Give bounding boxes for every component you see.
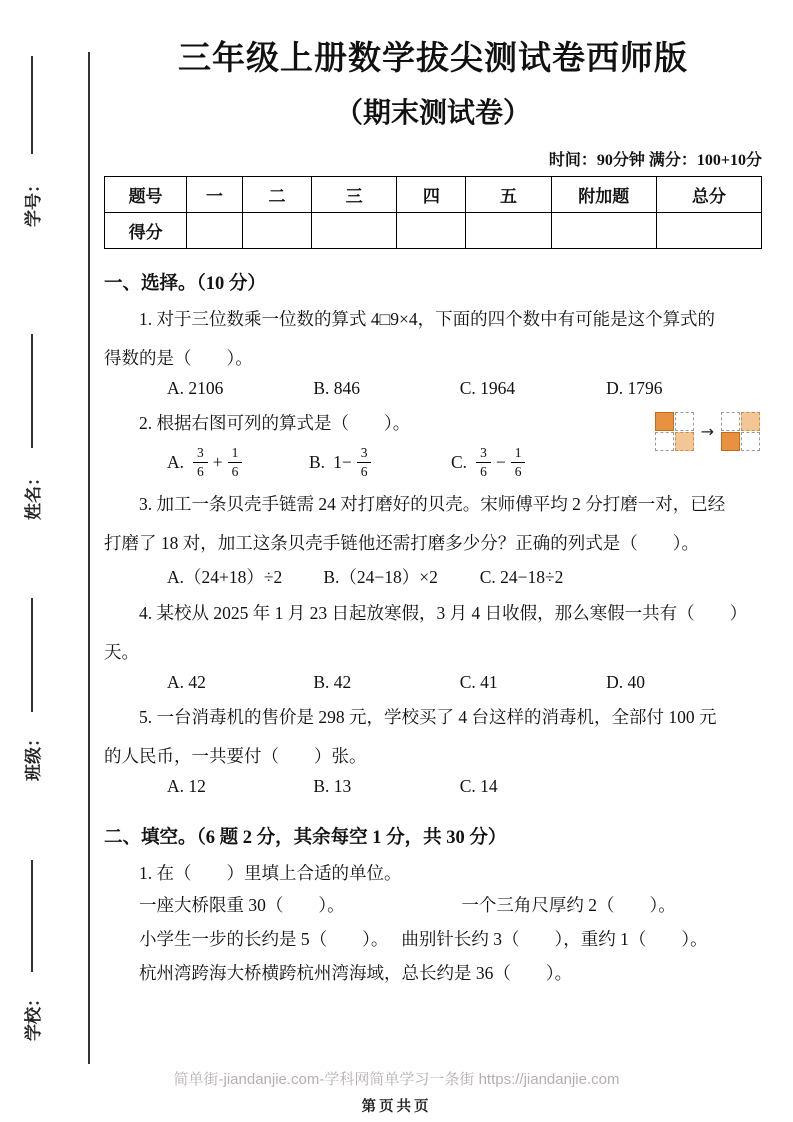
- grid-square-shaded: [721, 432, 740, 451]
- footer-site-text: 简单街-jiandanjie.com-学科网简单学习一条街 https://jiandanjie.com: [173, 1071, 620, 1088]
- student-id-blank-line: [31, 56, 33, 154]
- option-label: A.: [167, 451, 185, 472]
- footer-page-number: 第页共页: [361, 1099, 432, 1115]
- arrow-icon: →: [700, 422, 714, 442]
- grid-square: [741, 432, 760, 451]
- q1-options: [104, 378, 762, 399]
- score-empty-cell: [656, 213, 761, 249]
- fraction-numerator: 1: [228, 444, 243, 463]
- score-label-cell: 得分: [105, 213, 187, 249]
- operator: +: [212, 451, 223, 472]
- fraction-diagram: [655, 412, 760, 451]
- fraction-denominator: 6: [360, 463, 368, 479]
- score-empty-cell: [311, 213, 396, 249]
- q3-option-c: C. 24−18÷2: [479, 566, 564, 587]
- q2-option-b: [309, 444, 451, 480]
- q3-options: [104, 564, 762, 589]
- class-label: [8, 716, 54, 794]
- score-empty-cell: [466, 213, 551, 249]
- fraction: [476, 444, 491, 480]
- option-label: B.: [309, 451, 326, 472]
- score-empty-cell: [187, 213, 243, 249]
- section1-heading: 一、选择。（10 分）: [104, 274, 266, 294]
- fraction-numerator: 3: [193, 444, 208, 463]
- grid-square: [721, 412, 740, 431]
- score-table-cell: 四: [397, 177, 466, 213]
- q4-line2: 天。: [104, 641, 139, 662]
- q5-line1: 5. 一台消毒机的售价是 298 元，学校买了 4 台这样的消毒机，全部付 100 元: [139, 706, 717, 727]
- class-blank-line: [31, 598, 33, 712]
- fill-item: 曲别针长约 3（ ），重约 1（ ）。: [401, 929, 708, 950]
- q5-option-b: B. 13: [313, 775, 352, 796]
- grid-square-shaded: [655, 412, 674, 431]
- left-margin-rule: [88, 52, 90, 1064]
- score-table-cell: 总分: [656, 177, 761, 213]
- q4-option-d: D. 40: [606, 671, 646, 692]
- q1-option-a: A. 2106: [167, 378, 224, 399]
- fill-item: 杭州湾跨海大桥横跨杭州湾海域，总长约是 36（ ）。: [139, 963, 573, 984]
- q2-option-a: [167, 444, 309, 480]
- fraction-denominator: 6: [231, 463, 239, 479]
- section2-heading: 二、填空。（6 题 2 分，其余每空 1 分，共 30 分）: [104, 827, 507, 848]
- score-table-cell: 附加题: [551, 177, 656, 213]
- name-blank-line: [31, 334, 33, 448]
- q4-options: [104, 672, 762, 693]
- school-label-text: 学校：: [23, 989, 43, 1041]
- q3-option-b: B.（24−18）×2: [323, 566, 438, 587]
- school-blank-line: [31, 860, 33, 972]
- option-label: C.: [451, 451, 468, 472]
- q4-option-b: B. 42: [313, 671, 352, 692]
- score-table: [104, 176, 762, 249]
- fraction-numerator: 3: [476, 444, 491, 463]
- score-table-cell: 一: [187, 177, 243, 213]
- q5-option-a: A. 12: [167, 775, 206, 796]
- score-empty-cell: [397, 213, 466, 249]
- grid-square: [675, 412, 694, 431]
- page-subtitle: （期末测试卷）: [334, 97, 531, 128]
- q3-line2: 打磨了 18 对，加工这条贝壳手链他还需打磨多少分？正确的列式是（ ）。: [104, 533, 699, 554]
- q1-line1: 1. 对于三位数乘一位数的算式 4□9×4，下面的四个数中有可能是这个算式的: [139, 309, 716, 329]
- q1-line2: 得数的是（ ）。: [104, 348, 253, 369]
- score-table-cell: 三: [311, 177, 396, 213]
- s2q1-row3: [104, 956, 762, 990]
- q4-option-c: C. 41: [459, 671, 498, 692]
- fraction-figure-left: [655, 412, 694, 451]
- name-label-text: 姓名：: [23, 468, 43, 520]
- score-empty-cell: [551, 213, 656, 249]
- q1-option-d: D. 1796: [606, 378, 663, 399]
- s2q1-row2: [104, 922, 762, 956]
- page-title: 三年级上册数学拔尖测试卷西师版: [178, 39, 688, 76]
- score-table-cell: 二: [242, 177, 311, 213]
- q2-option-c: [451, 444, 593, 480]
- fraction-denominator: 6: [514, 463, 522, 479]
- fill-item: 一座大桥限重 30（ ）。: [139, 895, 345, 916]
- s2q1-row1: [104, 888, 762, 922]
- q1-option-c: C. 1964: [459, 378, 516, 399]
- name-label: [8, 455, 54, 533]
- q5-line2: 的人民币，一共要付（ ）张。: [104, 745, 367, 766]
- fraction: [511, 444, 526, 480]
- student-id-label-text: 学号：: [23, 175, 43, 227]
- q3-option-a: A.（24+18）÷2: [167, 566, 283, 587]
- score-table-cell: 五: [466, 177, 551, 213]
- class-label-text: 班级：: [23, 729, 43, 781]
- score-table-header-row: [105, 177, 762, 213]
- student-id-label: [8, 162, 54, 240]
- q1-option-b: B. 846: [313, 378, 361, 399]
- s2q1-text: 1. 在（ ）里填上合适的单位。: [139, 862, 402, 883]
- operand: 1−: [333, 451, 352, 472]
- fraction: [228, 444, 243, 480]
- q3-line1: 3. 加工一条贝壳手链需 24 对打磨好的贝壳。宋师傅平均 2 分打磨一对，已经: [139, 494, 726, 515]
- fraction: [357, 444, 372, 480]
- fraction-figure-right: [721, 412, 760, 451]
- q2-text: 2. 根据右图可列的算式是（ ）。: [139, 413, 411, 434]
- q2-block: [104, 408, 762, 480]
- fill-item: 小学生一步的长约是 5（ ）。: [139, 929, 389, 950]
- fraction: [193, 444, 208, 480]
- time-score-info: 时间：90分钟 满分：100+10分: [548, 152, 762, 169]
- q4-line1: 4. 某校从 2025 年 1 月 23 日起放寒假，3 月 4 日收假，那么寒假一共有（ ）: [139, 602, 748, 623]
- school-label: [8, 976, 54, 1054]
- fraction-denominator: 6: [197, 463, 204, 479]
- fraction-denominator: 6: [480, 463, 487, 479]
- fraction-numerator: 1: [511, 444, 526, 463]
- q5-options: [104, 776, 762, 797]
- score-table-score-row: [105, 213, 762, 249]
- fill-item: 一个三角尺厚约 2（ ）。: [461, 895, 676, 916]
- fraction-numerator: 3: [357, 444, 372, 463]
- grid-square-light-shaded: [675, 432, 694, 451]
- score-empty-cell: [242, 213, 311, 249]
- grid-square-light-shaded: [741, 412, 760, 431]
- main-content: [104, 0, 762, 990]
- grid-square: [655, 432, 674, 451]
- operator: −: [495, 451, 506, 472]
- q4-option-a: A. 42: [167, 671, 206, 692]
- q5-option-c: C. 14: [459, 775, 498, 796]
- score-table-cell: 题号: [105, 177, 187, 213]
